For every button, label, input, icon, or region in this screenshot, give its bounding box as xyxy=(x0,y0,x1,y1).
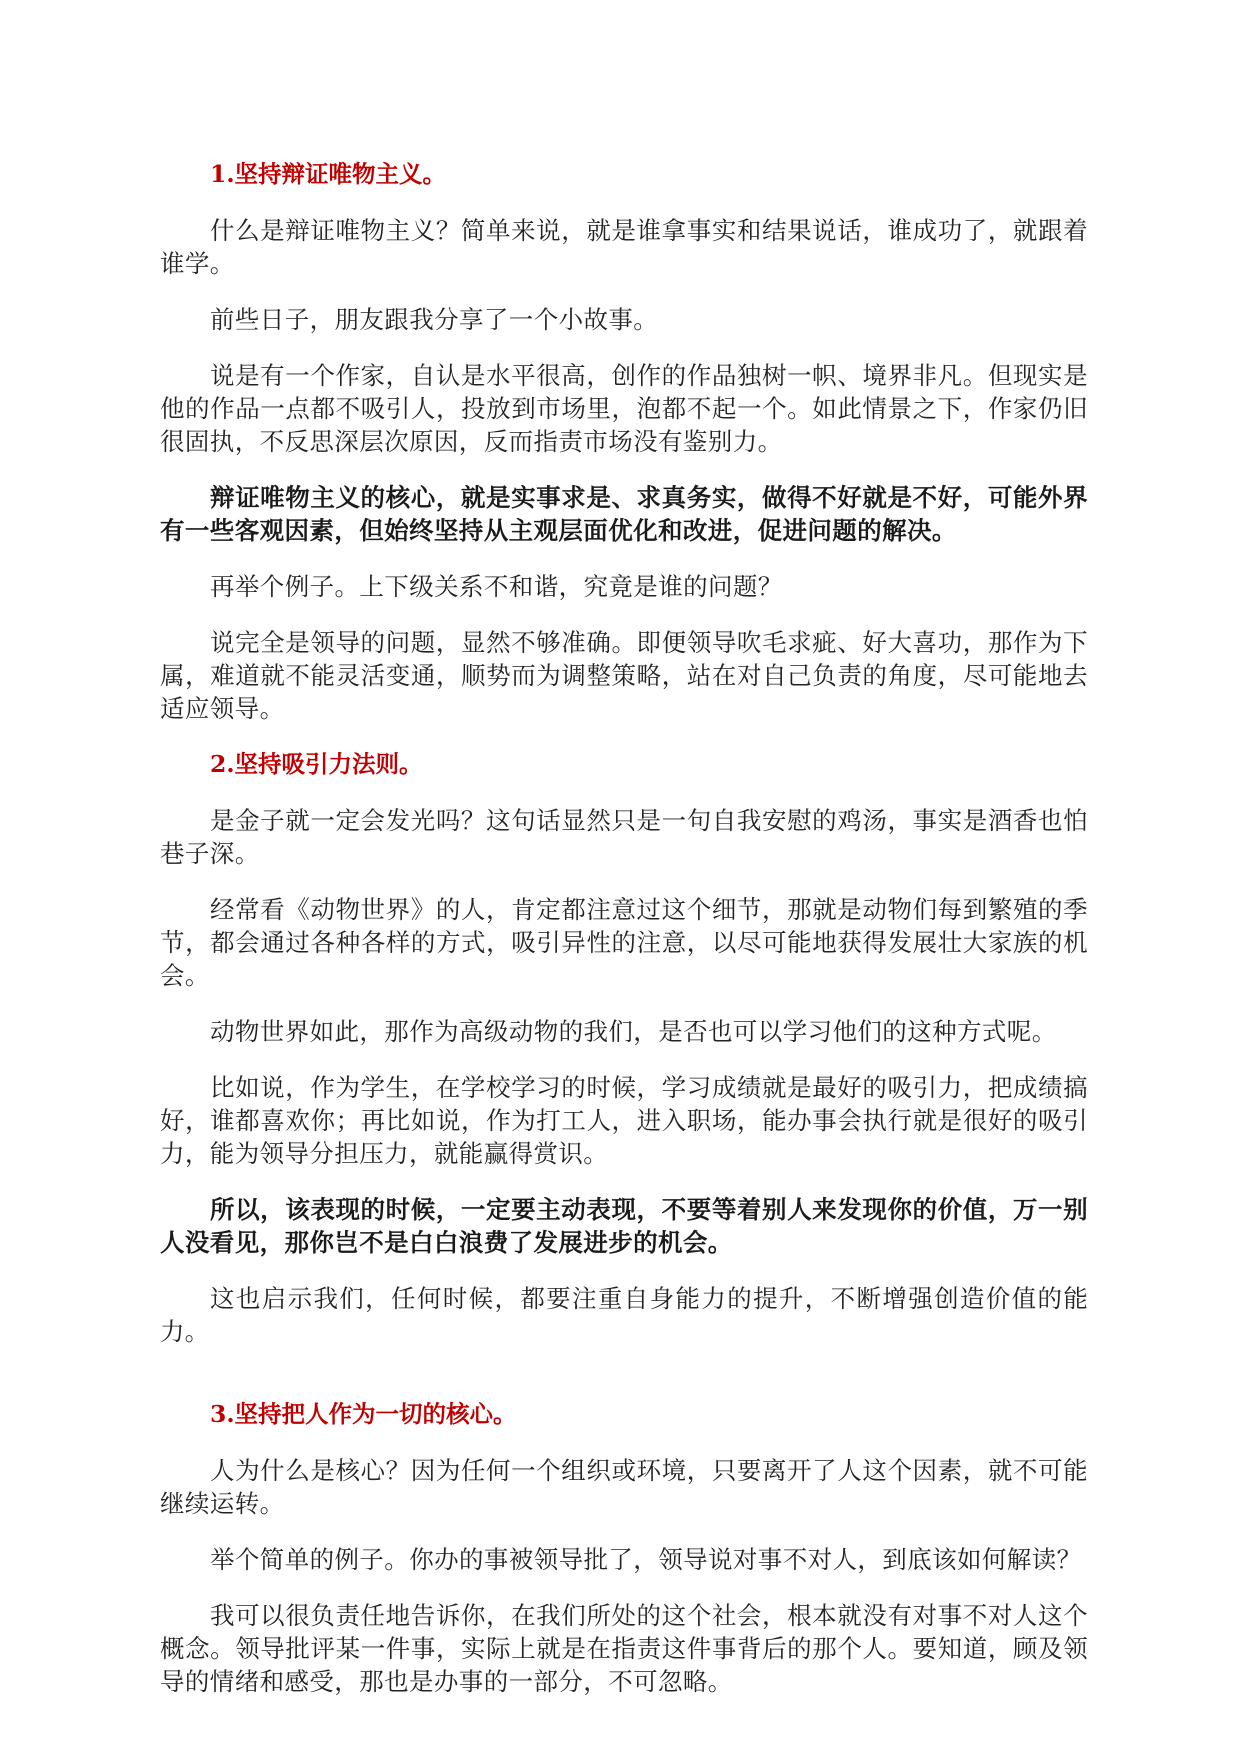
section-1-key-point: 辩证唯物主义的核心，就是实事求是、求真务实，做得不好就是不好，可能外界有一些客观因素，但始终坚持从主观层面优化和改进，促进问题的解决。 xyxy=(160,483,1088,545)
section-3-paragraph-1: 人为什么是核心？因为任何一个组织或环境，只要离开了人这个因素，就不可能继续运转。 xyxy=(160,1456,1088,1518)
section-2-paragraph-4: 比如说，作为学生，在学校学习的时候，学习成绩就是最好的吸引力，把成绩搞好，谁都喜欢你；再比如说，作为打工人，进入职场，能办事会执行就是很好的吸引力，能为领导分担压力，就能赢得赏识。 xyxy=(160,1073,1088,1168)
section-1-paragraph-3: 说是有一个作家，自认是水平很高，创作的作品独树一帜、境界非凡。但现实是他的作品一点都不吸引人，投放到市场里，泡都不起一个。如此情景之下，作家仍旧很固执，不反思深层次原因，反而指责市场没有鉴别力。 xyxy=(160,361,1088,456)
section-1-heading: 1.坚持辩证唯物主义。 xyxy=(210,160,447,188)
section-2-heading: 2.坚持吸引力法则。 xyxy=(210,750,423,778)
section-1-paragraph-6: 说完全是领导的问题，显然不够准确。即便领导吹毛求疵、好大喜功，那作为下属，难道就不能灵活变通，顺势而为调整策略，站在对自己负责的角度，尽可能地去适应领导。 xyxy=(160,628,1088,723)
section-2-paragraph-1: 是金子就一定会发光吗？这句话显然只是一句自我安慰的鸡汤，事实是酒香也怕巷子深。 xyxy=(160,806,1088,868)
section-1-paragraph-1: 什么是辩证唯物主义？简单来说，就是谁拿事实和结果说话，谁成功了，就跟着谁学。 xyxy=(160,216,1088,278)
section-2-paragraph-3: 动物世界如此，那作为高级动物的我们，是否也可以学习他们的这种方式呢。 xyxy=(210,1017,1057,1046)
section-3-paragraph-2: 举个简单的例子。你办的事被领导批了，领导说对事不对人，到底该如何解读？ xyxy=(210,1545,1082,1574)
section-1-paragraph-5: 再举个例子。上下级关系不和谐，究竟是谁的问题？ xyxy=(210,572,783,601)
article-body xyxy=(160,158,1088,1721)
section-3-paragraph-3: 我可以很负责任地告诉你，在我们所处的这个社会，根本就没有对事不对人这个概念。领导批评某一件事，实际上就是在指责这件事背后的那个人。要知道，顾及领导的情绪和感受，那也是办事的一部分，不可忽略。 xyxy=(160,1601,1088,1696)
section-3-heading: 3.坚持把人作为一切的核心。 xyxy=(210,1400,517,1428)
section-2-paragraph-2: 经常看《动物世界》的人，肯定都注意过这个细节，那就是动物们每到繁殖的季节，都会通过各种各样的方式，吸引异性的注意，以尽可能地获得发展壮大家族的机会。 xyxy=(160,895,1088,990)
section-1-paragraph-2: 前些日子，朋友跟我分享了一个小故事。 xyxy=(210,305,659,334)
section-2-paragraph-6: 这也启示我们，任何时候，都要注重自身能力的提升，不断增强创造价值的能力。 xyxy=(160,1284,1088,1346)
section-2-key-point: 所以，该表现的时候，一定要主动表现，不要等着别人来发现你的价值，万一别人没看见，那你岂不是白白浪费了发展进步的机会。 xyxy=(160,1195,1088,1257)
